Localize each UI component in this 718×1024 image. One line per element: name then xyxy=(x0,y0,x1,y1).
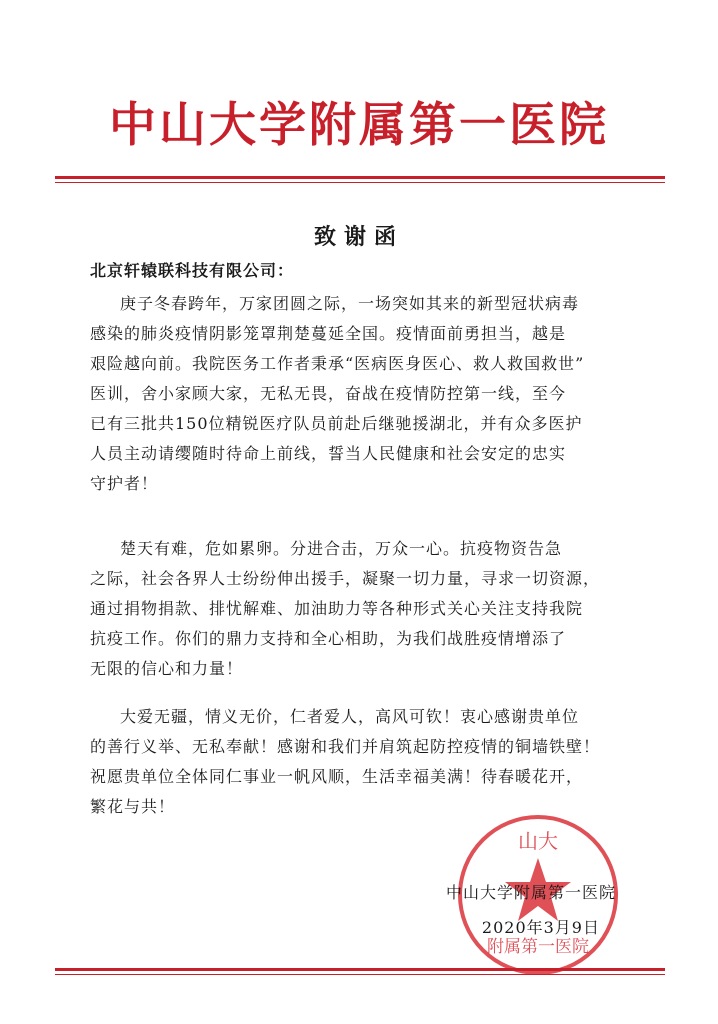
signature: 中山大学附属第一医院 xyxy=(445,883,616,902)
paragraph-line: 楚天有难，危如累卵。分进合击，万众一心。抗疫物资告急 xyxy=(120,539,563,558)
paragraph-line: 人员主动请缨随时待命上前线，誓当人民健康和社会安定的忠实 xyxy=(90,444,567,463)
paragraph-line: 感染的肺炎疫情阴影笼罩荆楚蔓延全国。疫情面前勇担当，越是 xyxy=(90,324,567,343)
paragraph-3 xyxy=(90,702,638,822)
letterhead-rule-thin xyxy=(55,182,665,183)
paragraph-line: 通过捐物捐款、排忧解难、加油助力等各种形式关心关注支持我院 xyxy=(90,599,584,618)
paragraph-line: 繁花与共！ xyxy=(90,797,176,816)
footer-rule-thick xyxy=(55,968,665,971)
paragraph-line: 已有三批共150位精锐医疗队员前赴后继驰援湖北，并有众多医护 xyxy=(90,414,583,433)
letterhead-title: 中山大学附属第一医院 xyxy=(109,98,609,153)
paragraph-line: 的善行义举、无私奉献！感谢和我们并肩筑起防控疫情的铜墙铁壁！ xyxy=(90,737,601,756)
paragraph-line: 艰险越向前。我院医务工作者秉承“医病医身医心、救人救国救世” xyxy=(90,354,585,373)
footer-rule-thin xyxy=(55,974,665,975)
recipient-line: 北京轩辕联科技有限公司： xyxy=(90,261,295,280)
paragraph-line: 庚子冬春跨年，万家团圆之际，一场突如其来的新型冠状病毒 xyxy=(120,294,580,313)
paragraph-line: 守护者！ xyxy=(90,474,159,493)
document-title: 致谢函 xyxy=(313,224,404,250)
paragraph-line: 大爱无疆，情义无价，仁者爱人，高风可钦！衷心感谢贵单位 xyxy=(120,707,580,726)
paragraph-line: 抗疫工作。你们的鼎力支持和全心相助，为我们战胜疫情增添了 xyxy=(90,629,567,648)
letter-date: 2020年3月9日 xyxy=(481,918,600,937)
letterhead-rule-thick xyxy=(55,176,665,179)
seal-text-bottom: 附属第一医院 xyxy=(487,937,589,957)
paragraph-line: 医训，舍小家顾大家，无私无畏，奋战在疫情防控第一线，至今 xyxy=(90,384,567,403)
seal-text-top: 山大 xyxy=(518,829,558,853)
paragraph-1 xyxy=(90,289,638,499)
paragraph-line: 之际，社会各界人士纷纷伸出援手，凝聚一切力量，寻求一切资源， xyxy=(90,569,601,588)
paragraph-line: 祝愿贵单位全体同仁事业一帆风顺，生活幸福美满！待春暖花开， xyxy=(90,767,584,786)
paragraph-2 xyxy=(90,534,638,684)
paragraph-line: 无限的信心和力量！ xyxy=(90,659,244,678)
